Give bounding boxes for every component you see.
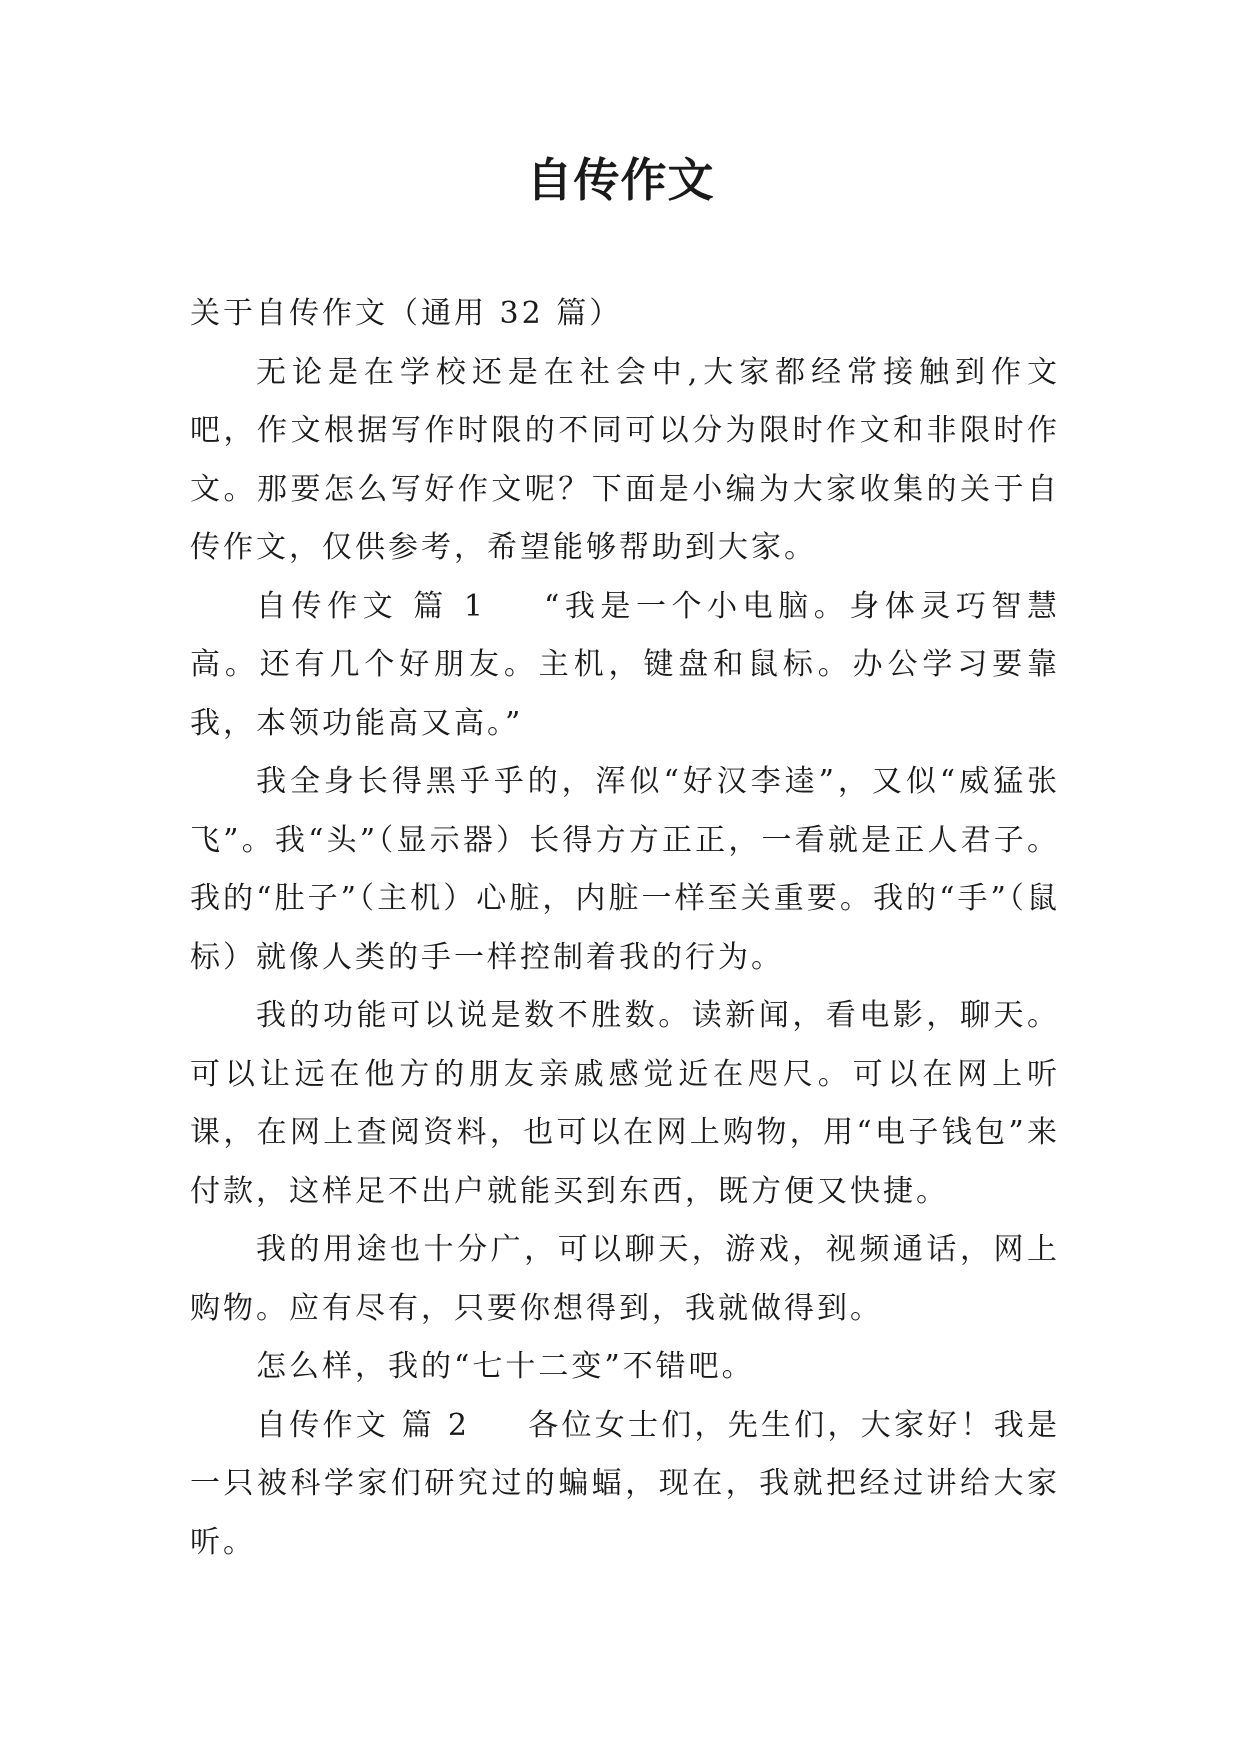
essay-1-paragraph-4: 怎么样，我的“七十二变”不错吧。: [256, 1349, 755, 1384]
essay-1-lead: “我是一个小电脑。身体灵巧智慧高。还有几个好朋友。主机，键盘和鼠标。办公学习要靠我，本领功能高又高。”: [190, 588, 1060, 741]
intro-paragraph: 无论是在学校还是在社会中,大家都经常接触到作文吧，作文根据写作时限的不同可以分为限时作文和非限时作文。那要怎么写好作文呢？下面是小编为大家收集的关于自传作文，仅供参考，希望能够帮助到大家。: [190, 354, 1060, 565]
essay-1-paragraph-2: 我的功能可以说是数不胜数。读新闻，看电影，聊天。可以让远在他方的朋友亲戚感觉近在咫尺。可以在网上听课，在网上查阅资料，也可以在网上购物，用“电子钱包”来付款，这样足不出户就能买到东西，既方便又快捷。: [190, 998, 1060, 1209]
document-title: 自传作文: [526, 153, 715, 207]
document-subtitle: 关于自传作文（通用 32 篇）: [190, 296, 623, 331]
essay-1-opening: [190, 578, 1060, 754]
essay-2-lead: 各位女士们，先生们，大家好！我是一只被科学家们研究过的蝙蝠，现在，我就把经过讲给大家听。: [190, 1407, 1060, 1560]
document-body: [190, 285, 1060, 1572]
essay-1-heading: 自传作文 篇 1: [256, 588, 486, 624]
essay-2-opening: [190, 1397, 1060, 1573]
essay-2-heading: 自传作文 篇 2: [256, 1407, 470, 1443]
essay-1-paragraph-1: 我全身长得黑乎乎的，浑似“好汉李逵”，又似“威猛张飞”。我“头”（显示器）长得方方正正，一看就是正人君子。我的“肚子”（主机）心脏，内脏一样至关重要。我的“手”（鼠标）就像人类的手一样控制着我的行为。: [190, 764, 1060, 975]
essay-1-paragraph-3: 我的用途也十分广，可以聊天，游戏，视频通话，网上购物。应有尽有，只要你想得到，我就做得到。: [190, 1232, 1060, 1326]
